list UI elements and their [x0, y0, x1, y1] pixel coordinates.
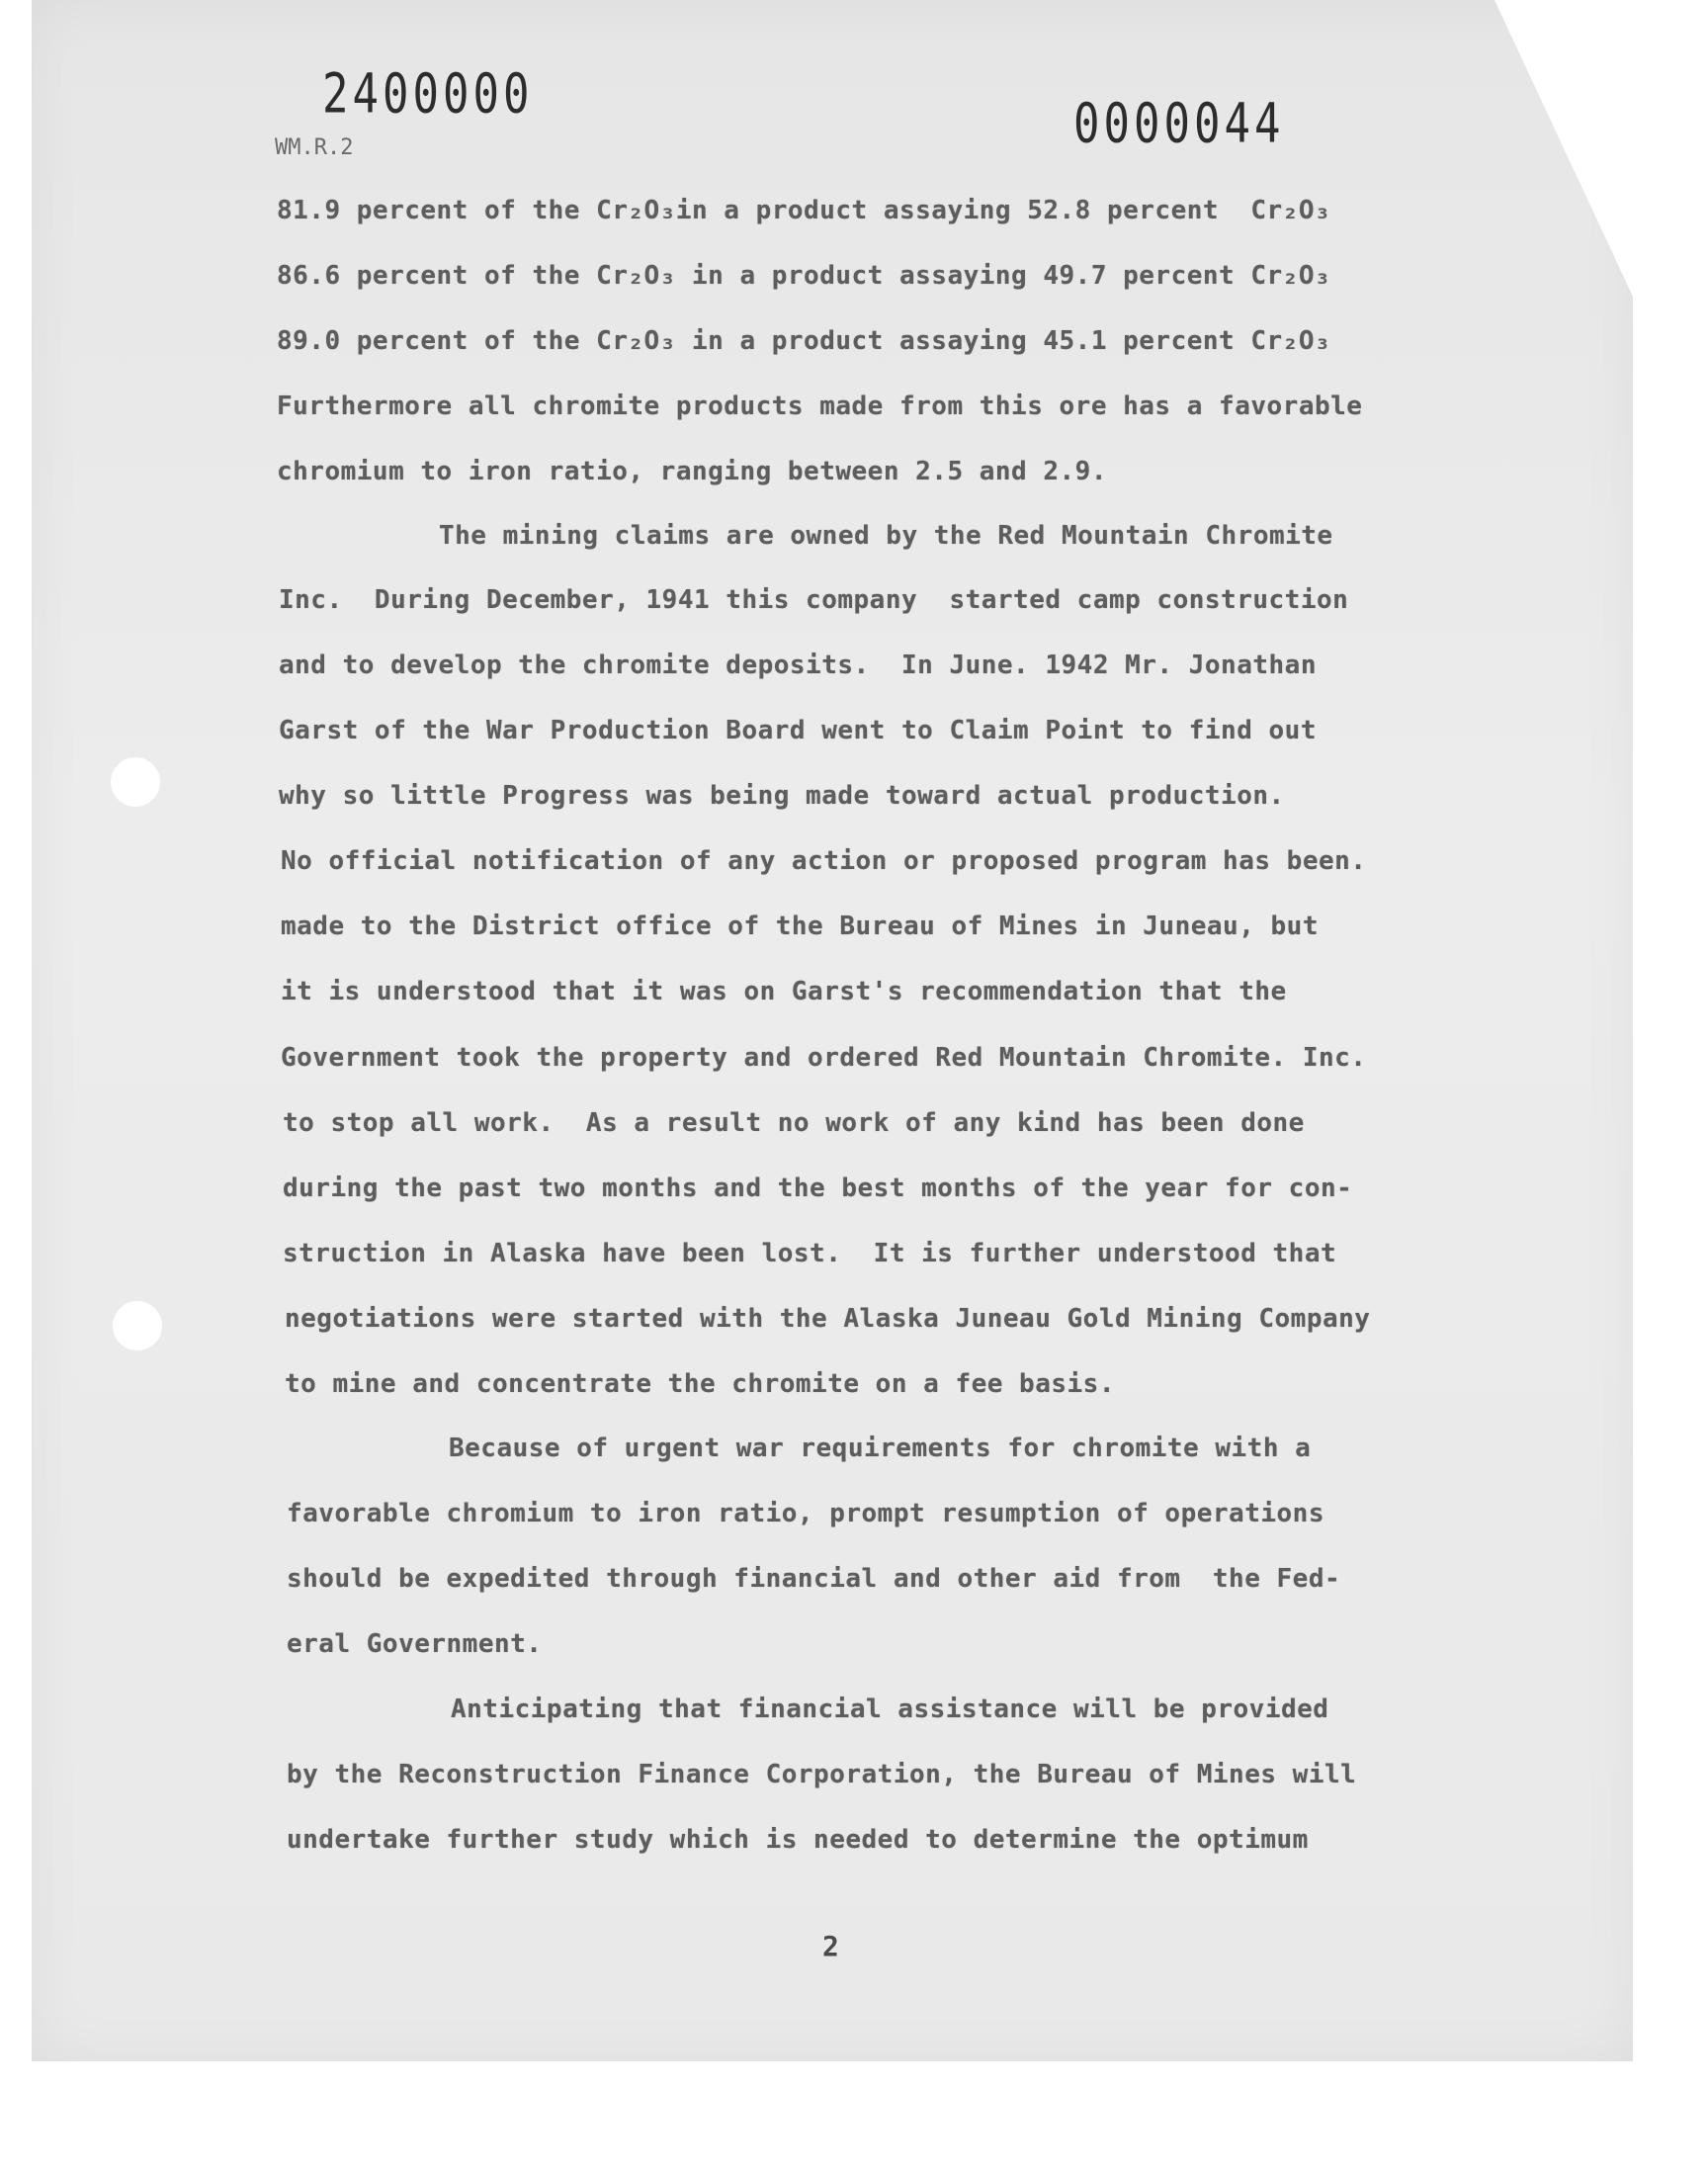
- text-line: Anticipating that financial assistance will be provided: [451, 1695, 1329, 1724]
- text-line: 81.9 percent of the Cr₂O₃in a product assaying 52.8 percent Cr₂O₃: [277, 196, 1331, 225]
- text-line: negotiations were started with the Alaska Juneau Gold Mining Company: [285, 1304, 1371, 1334]
- text-line: chromium to iron ratio, ranging between 2.5 and 2.9.: [277, 457, 1107, 486]
- page-number: 2: [822, 1930, 839, 1962]
- text-line: undertake further study which is needed to determine the optimum: [287, 1825, 1309, 1855]
- text-line: why so little Progress was being made toward actual production.: [279, 781, 1285, 811]
- text-line: Garst of the War Production Board went to Claim Point to find out: [279, 716, 1317, 745]
- text-line: 89.0 percent of the Cr₂O₃ in a product assaying 45.1 percent Cr₂O₃: [277, 326, 1331, 356]
- stamp-number-right: 0000044: [1073, 92, 1285, 156]
- text-line: struction in Alaska have been lost. It is further understood that: [283, 1239, 1337, 1268]
- text-line: 86.6 percent of the Cr₂O₃ in a product assaying 49.7 percent Cr₂O₃: [277, 261, 1331, 291]
- text-line: Because of urgent war requirements for chromite with a: [449, 1434, 1312, 1463]
- text-line: favorable chromium to iron ratio, prompt resumption of operations: [287, 1499, 1324, 1528]
- stamp-number-left: 2400000: [322, 62, 534, 127]
- text-line: and to develop the chromite deposits. In June. 1942 Mr. Jonathan: [279, 651, 1317, 680]
- text-line: Inc. During December, 1941 this company started camp construction: [279, 585, 1349, 615]
- text-line: Government took the property and ordered Red Mountain Chromite. Inc.: [281, 1043, 1367, 1073]
- text-line: No official notification of any action or proposed program has been.: [281, 846, 1367, 876]
- text-line: during the past two months and the best months of the year for con-: [283, 1174, 1353, 1203]
- text-line: Furthermore all chromite products made from this ore has a favorable: [277, 392, 1363, 421]
- text-line: made to the District office of the Bureau of Mines in Juneau, but: [281, 912, 1319, 941]
- text-line: by the Reconstruction Finance Corporation, the Bureau of Mines will: [287, 1760, 1357, 1789]
- text-line: The mining claims are owned by the Red Mountain Chromite: [439, 521, 1333, 551]
- text-line: eral Government.: [287, 1629, 543, 1659]
- report-reference: WM.R.2: [275, 135, 354, 160]
- text-line: it is understood that it was on Garst's recommendation that the: [281, 977, 1287, 1006]
- text-line: should be expedited through financial and other aid from the Fed-: [287, 1564, 1341, 1594]
- text-line: to stop all work. As a result no work of any kind has been done: [283, 1108, 1305, 1138]
- text-line: to mine and concentrate the chromite on a fee basis.: [285, 1369, 1115, 1399]
